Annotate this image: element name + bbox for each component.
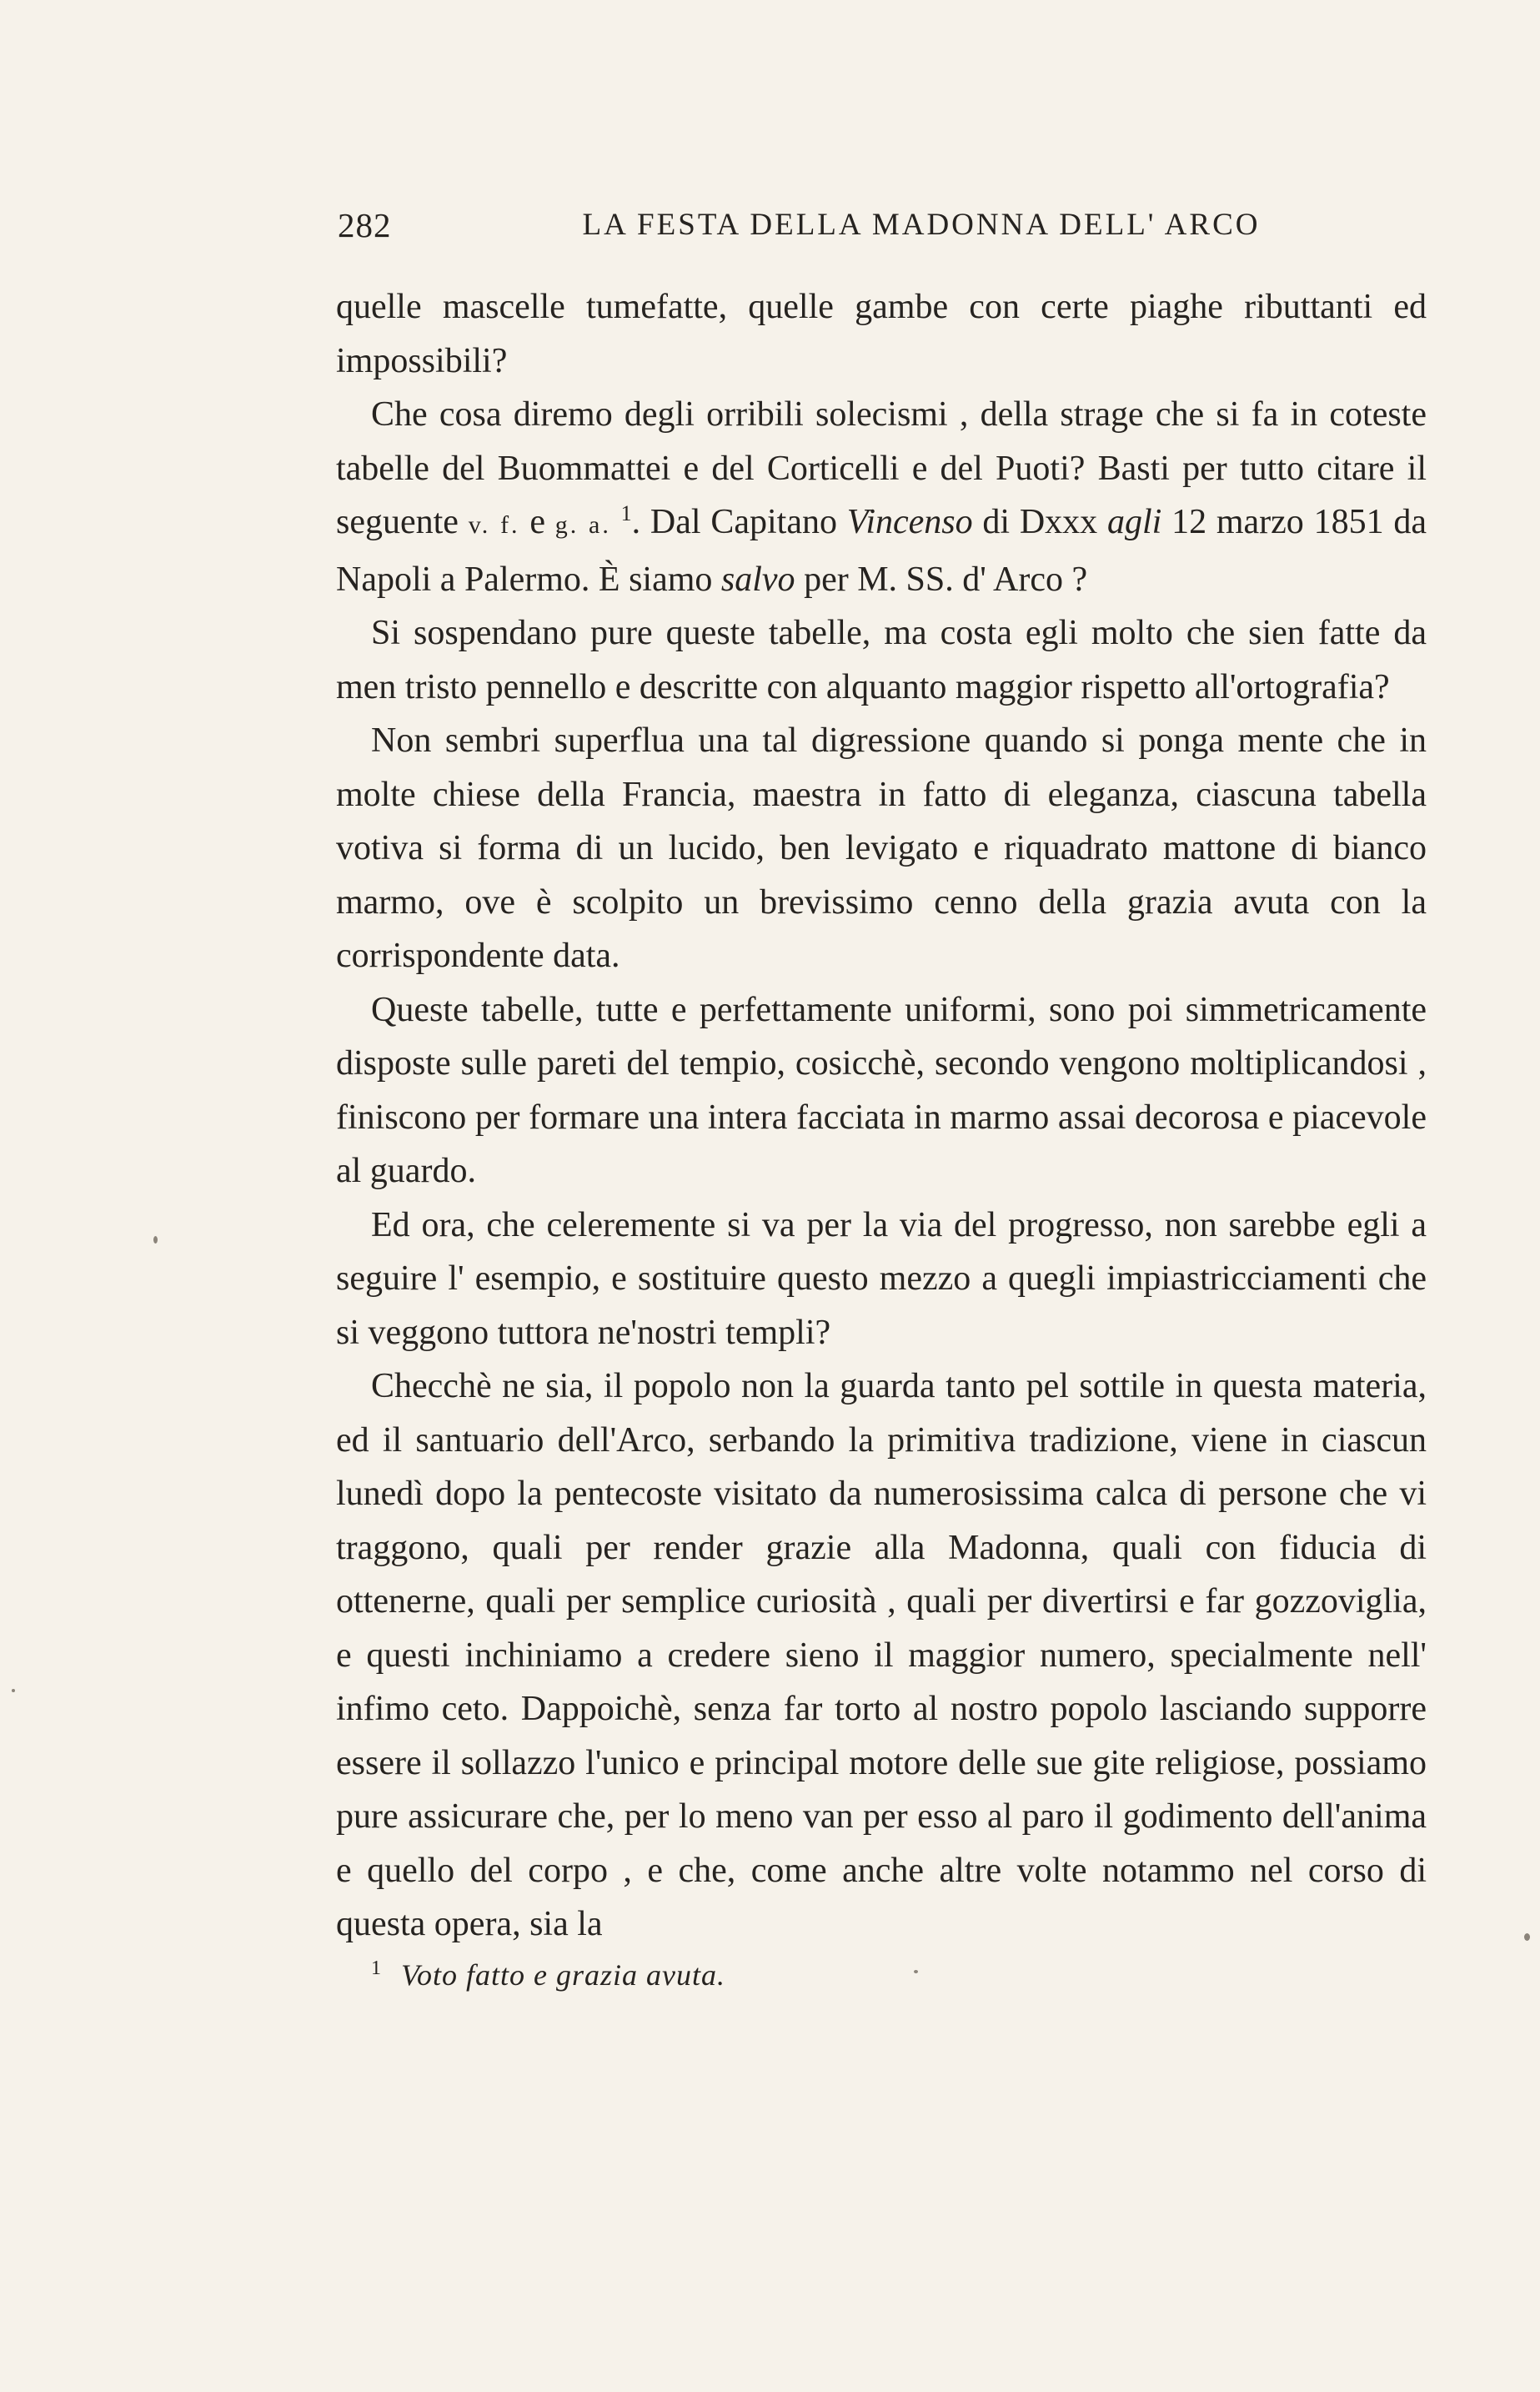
paragraph-7: Checchè ne sia, il popolo non la guarda tanto pel sottile in questa materia, ed il santuario dell'Arco, serbando la primitiva tradizione, viene in ciascun lunedì dopo la pentecoste visitato da numerosissima calca di persone che vi traggono, quali per render grazie alla Madonna, quali con fiducia di ottenerne, quali per semplice curiosità , quali per divertirsi e far gozzoviglia, e questi inchiniamo a credere sieno il maggior numero, specialmente nell' infimo ceto. Dappoichè, senza far torto al nostro popolo lasciando supporre essere il sollazzo l'unico e principal motore delle sue gite religiose, possiamo pure assicurare che, per lo meno van per esso al paro il godimento dell'anima e quello del corpo , e che, come anche altre volte notammo nel corso di questa opera, sia la (336, 1367, 1427, 1943)
paragraph-1: quelle mascelle tumefatte, quelle gambe con certe piaghe ributtanti ed impossibili? (336, 288, 1427, 380)
italic-salvo: salvo (720, 560, 795, 599)
paragraph-2 (336, 388, 1427, 606)
paragraph-2-conj: e (529, 503, 545, 541)
paper-speck (914, 1970, 918, 1973)
paragraph-5: Queste tabelle, tutte e perfettamente uniformi, sono poi simmetricamente disposte sulle pareti del tempio, cosicchè, secondo vengono moltiplicandosi , finiscono per formare una intera facciata in marmo assai decorosa e piacevole al guardo. (336, 990, 1427, 1190)
paper-speck (12, 1689, 15, 1692)
paragraph-2-text-e: per M. SS. d' Arco ? (804, 560, 1088, 599)
page-number: 282 (338, 206, 392, 244)
footnote-reference: 1 (620, 501, 632, 525)
italic-agli: agli (1106, 503, 1162, 541)
paragraph-2-text-c: di Dxxx (982, 503, 1098, 541)
paper-speck (1524, 1933, 1530, 1941)
footnote-text: Voto fatto e grazia avuta. (401, 1958, 725, 1992)
paragraph-3: Si sospendano pure queste tabelle, ma costa egli molto che sien fatte da men tristo pennello e descritte con alquanto maggior rispetto all'ortografia? (336, 614, 1427, 706)
paragraph-2-text-b: . Dal Capitano (631, 503, 837, 541)
running-title: LA FESTA DELLA MADONNA DELL' ARCO (582, 208, 1261, 242)
footnote (371, 1954, 725, 1996)
paper-speck (153, 1236, 158, 1244)
abbreviation-ga: g. a. (554, 511, 611, 539)
paragraph-2-text-d: 12 marzo 1851 da Napoli a Palermo. È siamo (336, 503, 1427, 599)
footnote-mark: 1 (371, 1957, 381, 1979)
italic-vincenso: Vincenso (846, 503, 973, 541)
paragraph-4: Non sembri superflua una tal digressione quando si ponga mente che in molte chiese della Francia, maestra in fatto di eleganza, ciascuna tabella votiva si forma di un lucido, ben levigato e riquadrato mattone di bianco marmo, ove è scolpito un brevissimo cenno della grazia avuta con la corrispondente data. (336, 721, 1427, 975)
paragraph-6: Ed ora, che celeremente si va per la via del progresso, non sarebbe egli a seguire l' esempio, e sostituire questo mezzo a quegli impiastricciamenti che si veggono tuttora ne'nostri templi? (336, 1205, 1427, 1352)
abbreviation-vf: v. f. (468, 511, 520, 539)
running-head (338, 205, 1480, 255)
body-text (336, 280, 1427, 1952)
paragraph-2-text-a: Che cosa diremo degli orribili solecismi , della strage che si fa in coteste tabelle del Buommattei e del Corticelli e del Puoti? Basti per tutto citare il seguente (336, 395, 1427, 541)
